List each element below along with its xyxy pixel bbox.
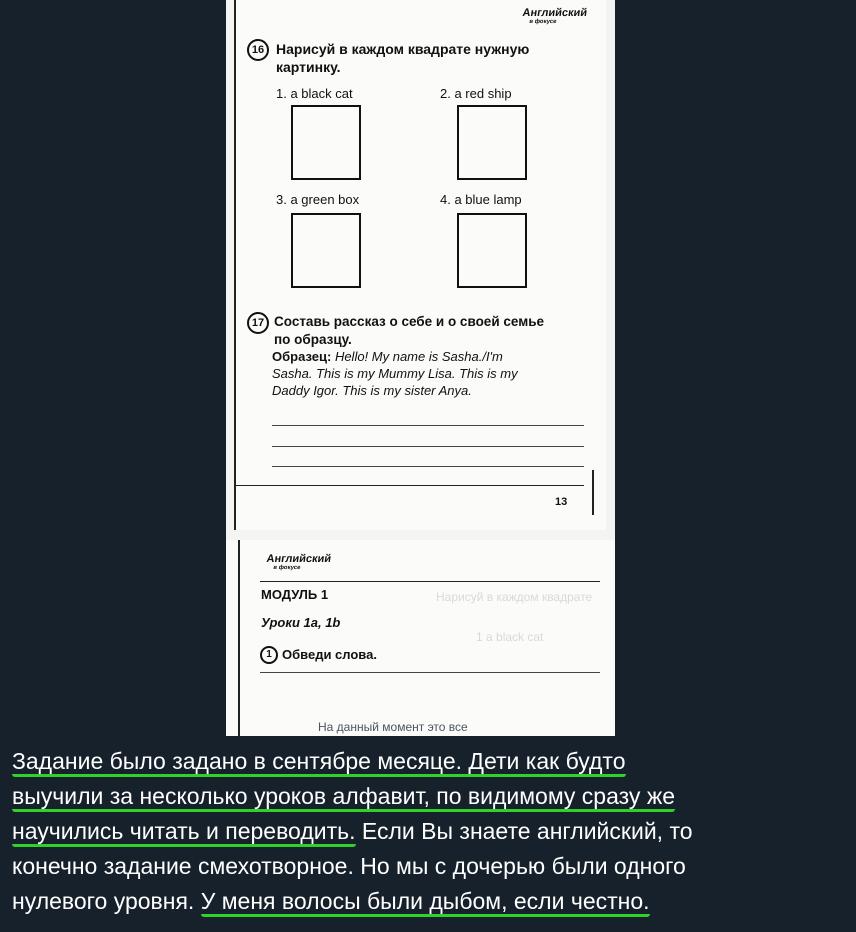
message-fragment: нулевого уровня. [12,888,201,914]
module-title: МОДУЛЬ 1 [261,587,329,602]
drawing-box-1[interactable] [291,105,361,180]
task-17-text: Составь рассказ о себе и о своей семье по образцу. [274,314,544,347]
workbook-page-13 [234,0,606,530]
highlighted-text: научились читать и переводить. [12,818,356,847]
workbook-page-next [226,540,615,736]
book-logo: Английский в фокусе [265,553,332,571]
task-1-text: Обведи слова. [282,647,377,662]
highlighted-text: Задание было задано в сентябре месяце. Дети как будто [12,748,626,777]
page-border [592,470,594,515]
highlighted-text: У меня волосы были дыбом, если честно. [201,888,650,917]
page-number: 13 [555,496,568,508]
drawing-box-2[interactable] [457,105,527,180]
message-fragment: конечно задание смехотворное. Но мы с дочерью были одного [12,853,686,879]
ghost-text: Нарисуй в каждом квадрате [436,590,593,604]
task-16-text: Нарисуй в каждом квадрате нужную картинку. [276,41,530,75]
highlighted-text: выучили за несколько уроков алфавит, по видимому сразу же [12,783,675,812]
book-logo: Английский в фокусе [521,7,588,25]
message-fragment: Если Вы знаете английский, то [355,818,693,844]
worksheet-photo[interactable] [226,0,615,736]
task-16-item-4: 4. a blue lamp [440,192,522,207]
answer-line[interactable] [272,446,584,447]
message-text [12,744,848,919]
page-border [238,540,240,736]
task-rule [260,672,600,673]
lessons-title: Уроки 1a, 1b [261,615,341,630]
example-text: Образец: Hello! My name is Sasha./I'm Sasha. This is my Mummy Lisa. This is my Daddy Igor. This is my sister Anya. [272,349,518,398]
drawing-box-4[interactable] [457,213,527,288]
header-rule [260,581,600,582]
task-17-number: 17 [247,312,269,334]
task-16-item-3: 3. a green box [276,192,360,207]
task-16-number: 16 [247,39,269,61]
task-16-item-1: 1. a black cat [276,86,353,101]
task-16-item-2: 2. a red ship [440,86,512,101]
answer-line[interactable] [272,466,584,467]
partial-caption: На данный момент это все [318,720,468,734]
task-1-number: 1 [260,646,278,664]
ghost-text: 1 a black cat [476,630,544,644]
answer-line[interactable] [272,425,584,426]
page-border [234,0,236,530]
page-bottom-rule [236,485,584,486]
drawing-box-3[interactable] [291,213,361,288]
